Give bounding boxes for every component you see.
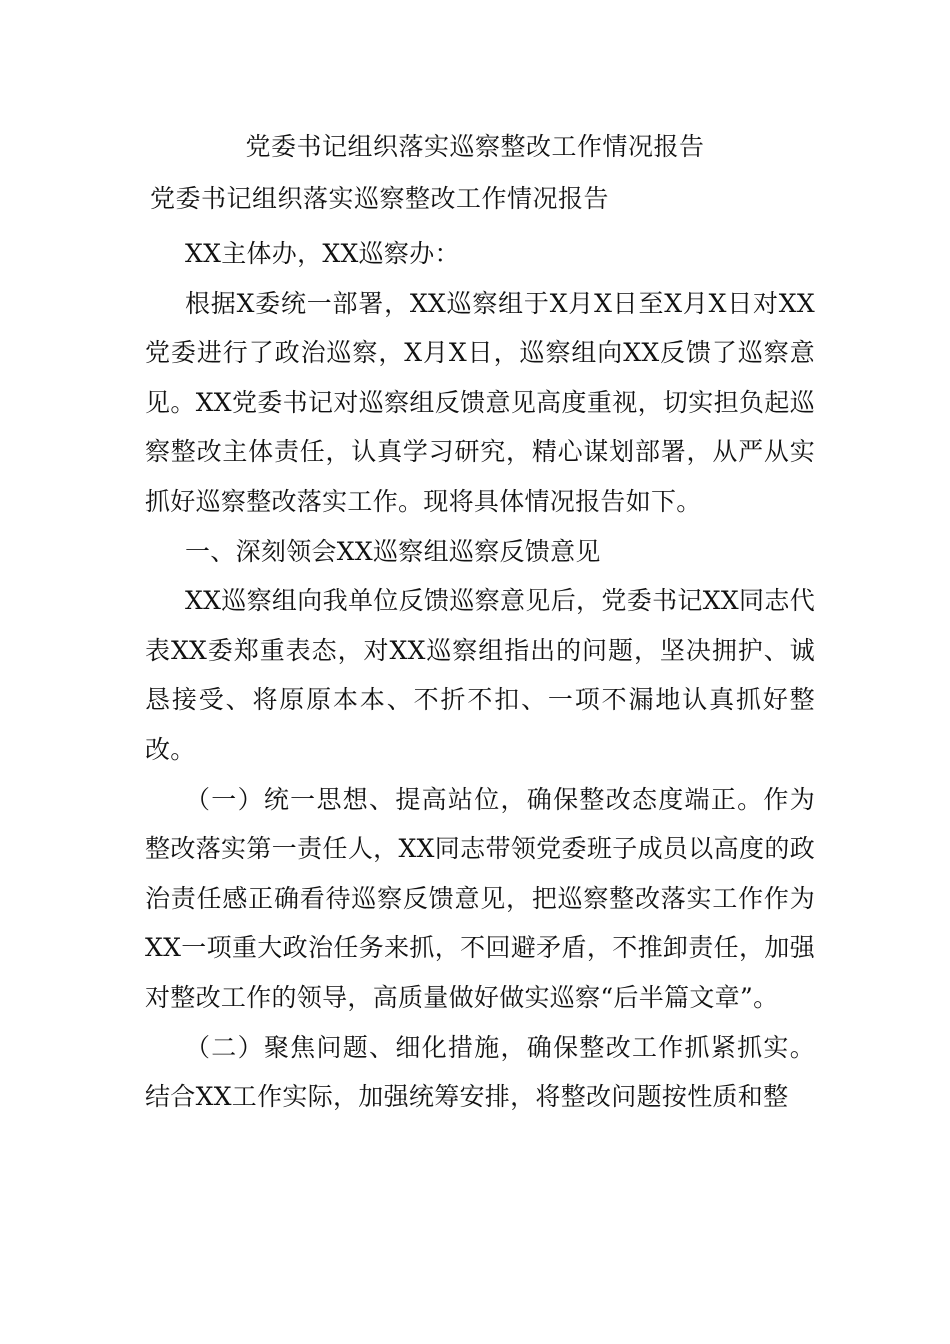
intro-paragraph: 根据X委统一部署，XX巡察组于X月X日至X月X日对XX党委进行了政治巡察，X月X日，巡察组向XX反馈了巡察意见。XX党委书记对巡察组反馈意见高度重视，切实担负起巡察整改主体责任，认真学习研究，精心谋划部署，从严从实抓好巡察整改落实工作。现将具体情况报告如下。 — [145, 288, 815, 516]
body-paragraph: （一）统一思想、提高站位，确保整改态度端正。作为整改落实第一责任人，XX同志带领党委班子成员以高度的政治责任感正确看待巡察反馈意见，把巡察整改落实工作作为XX一项重大政治任务来抓，不回避矛盾，不推卸责任，加强对整改工作的领导，高质量做好做实巡察“后半篇文章”。 — [145, 784, 815, 1012]
document-subtitle: 党委书记组织落实巡察整改工作情况报告 — [150, 184, 610, 213]
salutation: XX主体办，XX巡察办： — [185, 239, 460, 268]
body-paragraph: XX巡察组向我单位反馈巡察意见后，党委书记XX同志代表XX委郑重表态，对XX巡察组指出的问题，坚决拥护、诚恳接受、将原原本本、不折不扣、一项不漏地认真抓好整改。 — [145, 586, 815, 764]
document-title: 党委书记组织落实巡察整改工作情况报告 — [245, 132, 705, 161]
section-heading-1: 一、深刻领会XX巡察组巡察反馈意见 — [185, 536, 601, 566]
document-body — [145, 229, 815, 1122]
body-paragraph: （二）聚焦问题、细化措施，确保整改工作抓紧抓实。结合XX工作实际，加强统筹安排，将整改问题按性质和整 — [145, 1032, 815, 1112]
